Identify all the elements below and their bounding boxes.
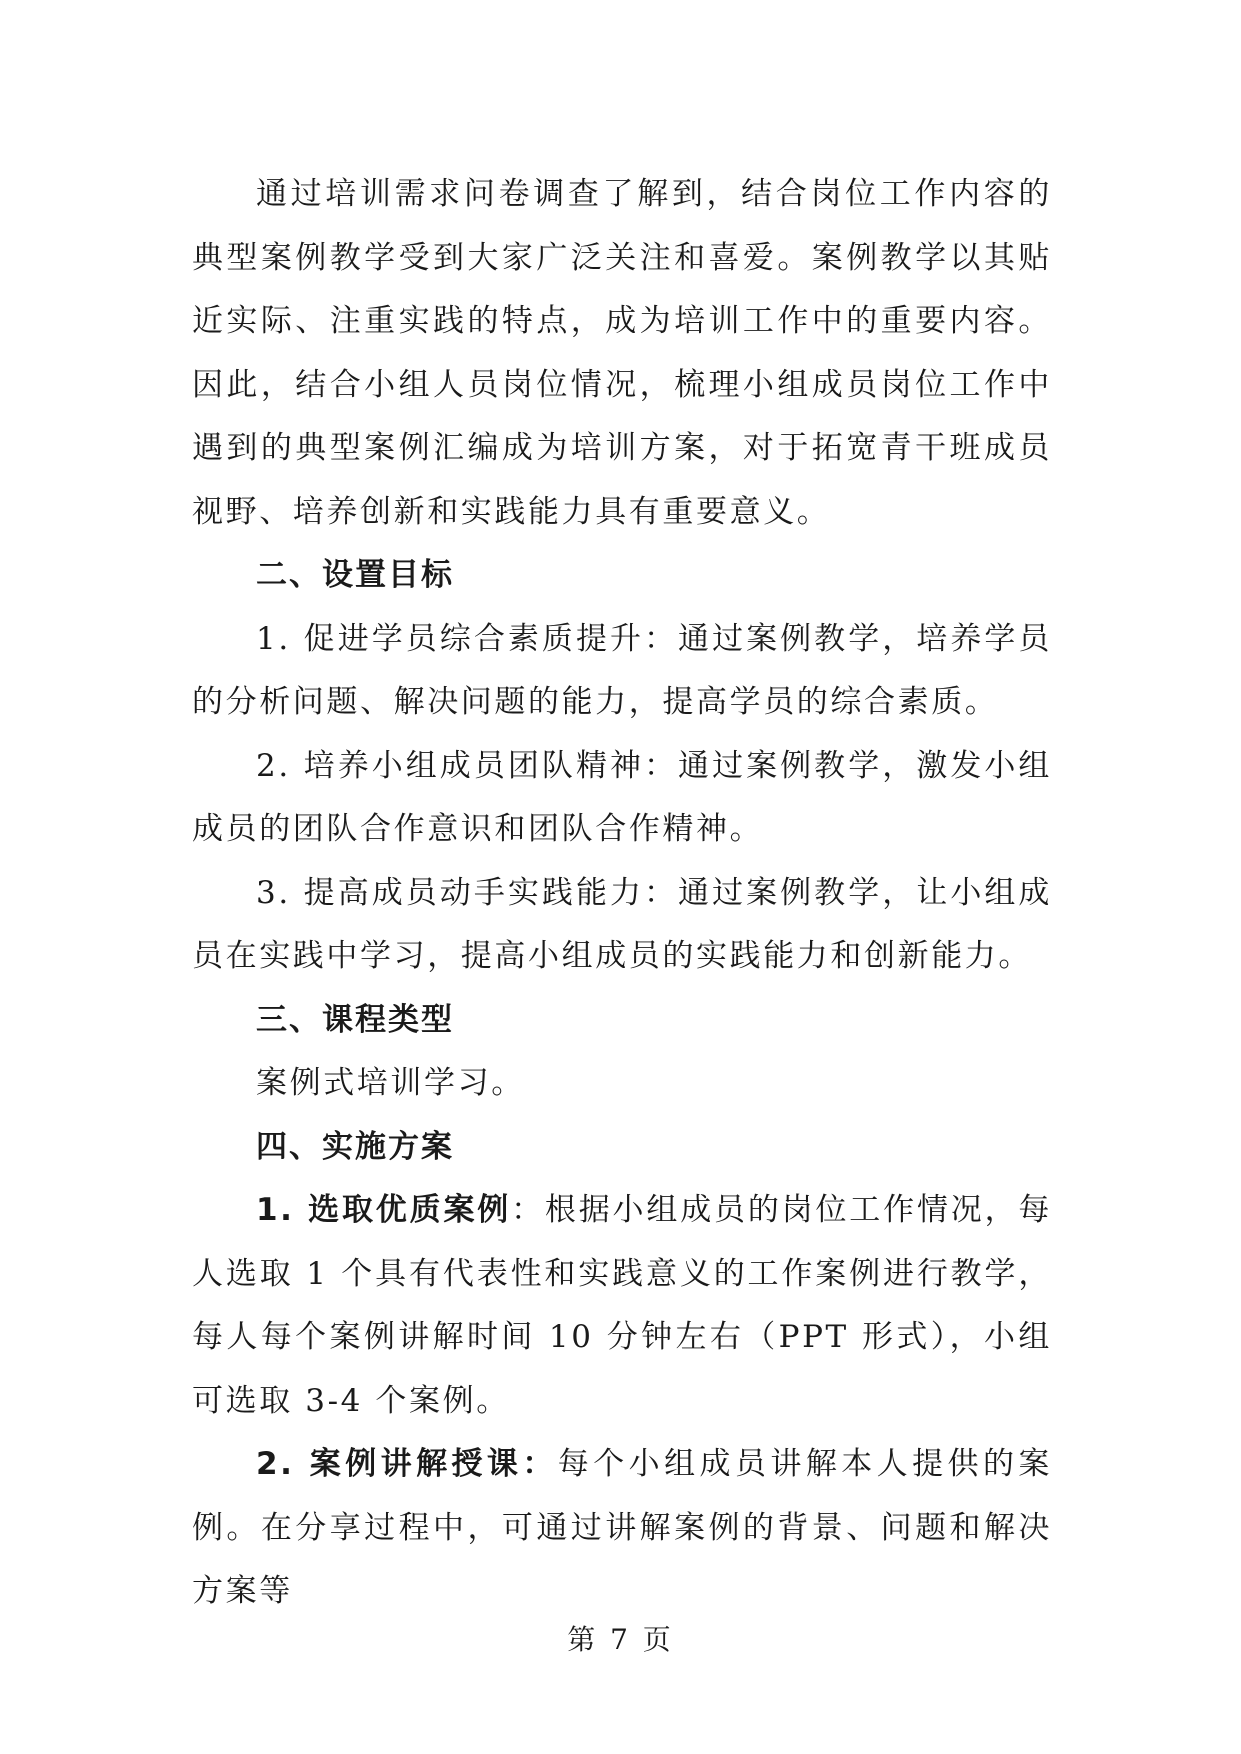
item-text: 根据小组成员的岗位工作情况，每人选取 1 个具有代表性和实践意义的工作案例进行教学，每人每个案例讲解时间 10 分钟左右（PPT 形式），小组可选取 3-4 个案例。 (192, 1192, 1053, 1419)
goal-item: 1. 促进学员综合素质提升：通过案例教学，培养学员的分析问题、解决问题的能力，提高学员的综合素质。 (192, 620, 1052, 720)
page-number: 第 7 页 (567, 1623, 674, 1656)
intro-paragraph: 通过培训需求问卷调查了解到，结合岗位工作内容的典型案例教学受到大家广泛关注和喜爱。案例教学以其贴近实际、注重实践的特点，成为培训工作中的重要内容。因此，结合小组人员岗位情况，梳理小组成员岗位工作中遇到的典型案例汇编成为培训方案，对于拓宽青干班成员视野、培养创新和实践能力具有重要意义。 (192, 176, 1052, 530)
item-lead: 2. 案例讲解授课： (256, 1446, 558, 1482)
item-lead: 1. 选取优质案例 (256, 1192, 512, 1228)
section-heading-implementation: 四、实施方案 (256, 1128, 454, 1165)
section-heading-goals: 二、设置目标 (256, 557, 454, 593)
implementation-item (192, 1433, 1052, 1624)
section-heading-course-type: 三、课程类型 (256, 1001, 454, 1038)
course-type-text: 案例式培训学习。 (256, 1065, 525, 1101)
implementation-item (192, 1179, 1052, 1433)
item-separator: ： (511, 1192, 545, 1228)
goal-item: 2. 培养小组成员团队精神：通过案例教学，激发小组成员的团队合作意识和团队合作精神。 (192, 747, 1052, 847)
goal-item: 3. 提高成员动手实践能力：通过案例教学，让小组成员在实践中学习，提高小组成员的实践能力和创新能力。 (192, 874, 1052, 974)
item-text: 每个小组成员讲解本人提供的案例。在分享过程中，可通过讲解案例的背景、问题和解决方案等 (192, 1446, 1052, 1609)
document-body (192, 163, 1052, 1624)
